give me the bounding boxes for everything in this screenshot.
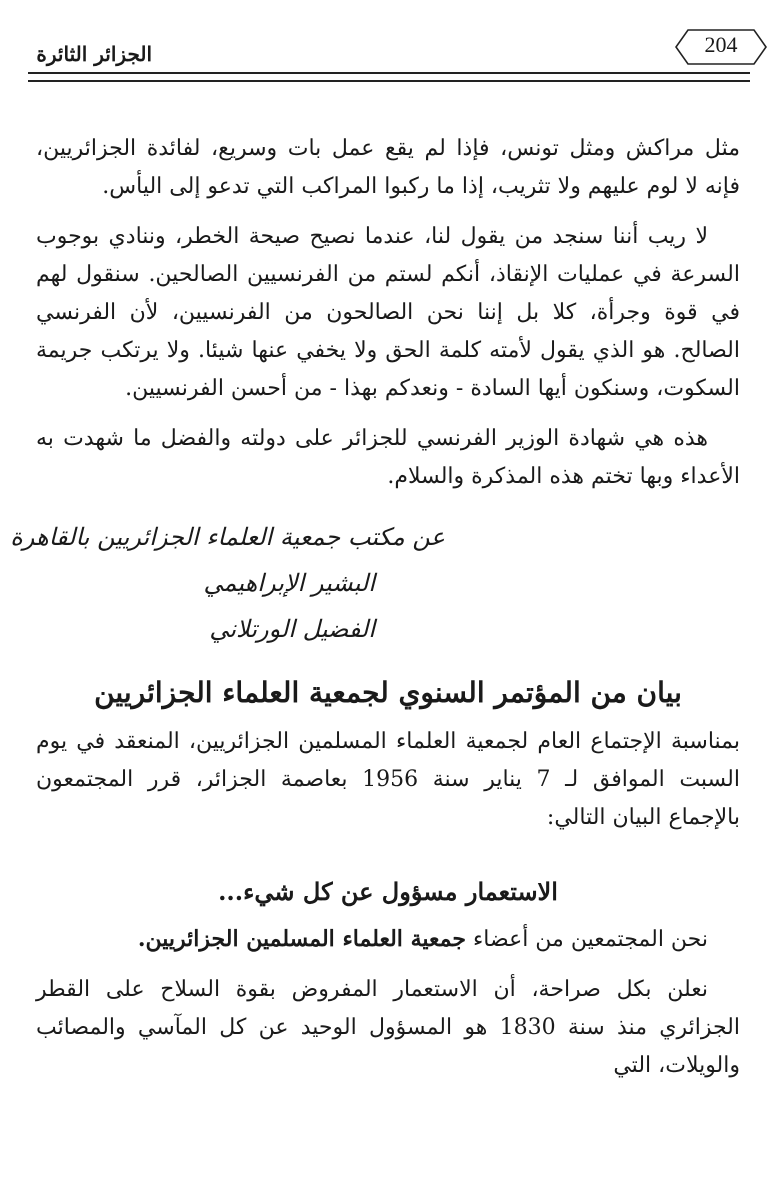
running-title: الجزائر الثائرة [36, 42, 152, 66]
paragraph-final: نعلن بكل صراحة، أن الاستعمار المفروض بقوة السلاح على القطر الجزائري منذ سنة 1830 هو المسؤول الوحيد عن كل المآسي والمصائب والويلات، التي [36, 977, 740, 1078]
statement-prefix: نحن المجتمعين من أعضاء [472, 927, 708, 952]
statement [36, 920, 740, 959]
signature-block [10, 514, 740, 652]
page-header [28, 28, 750, 90]
page-number: 204 [704, 32, 738, 57]
paragraph-continuation: مثل مراكش ومثل تونس، فإذا لم يقع عمل بات وسريع، لفائدة الجزائريين، فإنه لا لوم عليهم ولا تثريب، إذا ما ركبوا المراكب التي تدعو إلى اليأس. [36, 136, 740, 199]
header-rule-top [28, 72, 750, 74]
section-intro: بمناسبة الإجتماع العام لجمعية العلماء المسلمين الجزائريين، المنعقد في يوم السبت الموافق لـ 7 يناير سنة 1956 بعاصمة الجزائر، قرر المجتمعون بالإجماع البيان التالي: [36, 729, 740, 830]
header-rule-bottom [28, 80, 750, 82]
paragraph: هذه هي شهادة الوزير الفرنسي للجزائر على دولته والفضل ما شهدت به الأعداء وبها تختم هذه المذكرة والسلام. [36, 426, 740, 489]
signature-office: عن مكتب جمعية العلماء الجزائريين بالقاهرة [10, 523, 445, 551]
statement-organization: جمعية العلماء المسلمين الجزائريين. [137, 926, 466, 952]
paragraph: لا ريب أننا سنجد من يقول لنا، عندما نصيح صيحة الخطر، وننادي بوجوب السرعة في عمليات الإنقاذ، أنكم لستم من الفرنسيين الصالحين. سنقول لهم في قوة وجرأة، كلا بل إننا نحن الصالحون من الفرنسيين، لأن الفرنسي الصالح. هو الذي يقول لأمته كلمة الحق ولا يخفي عنها شيئا. ولا يرتكب جريمة السكوت، وسنكون أيها السادة - ونعدكم بهذا - من أحسن الفرنسيين. [36, 224, 740, 401]
signature-name-1: البشير الإبراهيمي [203, 569, 375, 597]
section-subheading: الاستعمار مسؤول عن كل شيء... [218, 877, 558, 906]
page-body [10, 130, 740, 1097]
signature-name-2: الفضيل الورتلاني [209, 615, 375, 643]
page-number-badge [674, 28, 768, 66]
section-heading: بيان من المؤتمر السنوي لجمعية العلماء الجزائريين [94, 676, 682, 709]
